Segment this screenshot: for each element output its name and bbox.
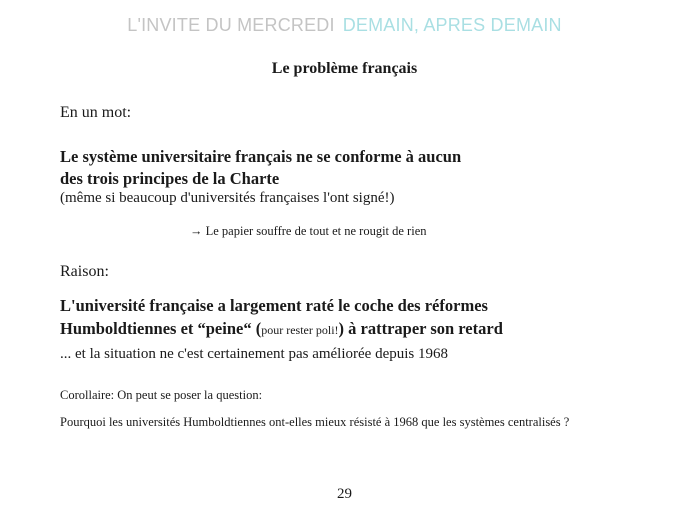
corollary-label: Corollaire: On peut se poser la question:: [60, 388, 263, 402]
intro-text: En un mot:: [60, 104, 132, 121]
slide-title: Le problème français: [271, 60, 418, 77]
series-title: L'INVITE DU MERCREDI: [127, 15, 335, 35]
reason-label: Raison:: [60, 263, 109, 280]
main-statement: [60, 146, 461, 190]
reason-line-1: L'université française a largement raté le coche des réformes: [60, 296, 488, 315]
reason-line-2-end: ) à rattraper son retard: [338, 319, 503, 338]
reason-followup: ... et la situation ne c'est certainement pas améliorée depuis 1968: [60, 346, 448, 362]
statement-line-2: des trois principes de la Charte: [60, 169, 280, 188]
aside-remark: → Le papier souffre de tout et ne rougit de rien: [190, 224, 427, 238]
corollary-question: Pourquoi les universités Humboldtiennes ont-elles mieux résisté à 1968 que les systèmes centralisés ?: [60, 415, 570, 429]
statement-line-1: Le système universitaire français ne se conforme à aucun: [60, 147, 462, 166]
page-number: 29: [337, 486, 352, 502]
reason-statement: [60, 294, 503, 342]
reason-line-2: [60, 317, 503, 342]
topic-title: DEMAIN, APRES DEMAIN: [342, 15, 562, 35]
statement-note: (même si beaucoup d'universités françaises l'ont signé!): [60, 190, 395, 206]
reason-line-2-start: Humboldtiennes et “peine“ (: [60, 319, 262, 338]
reason-line-2-aside: pour rester poli!: [261, 323, 339, 337]
slide-header: [0, 15, 689, 36]
